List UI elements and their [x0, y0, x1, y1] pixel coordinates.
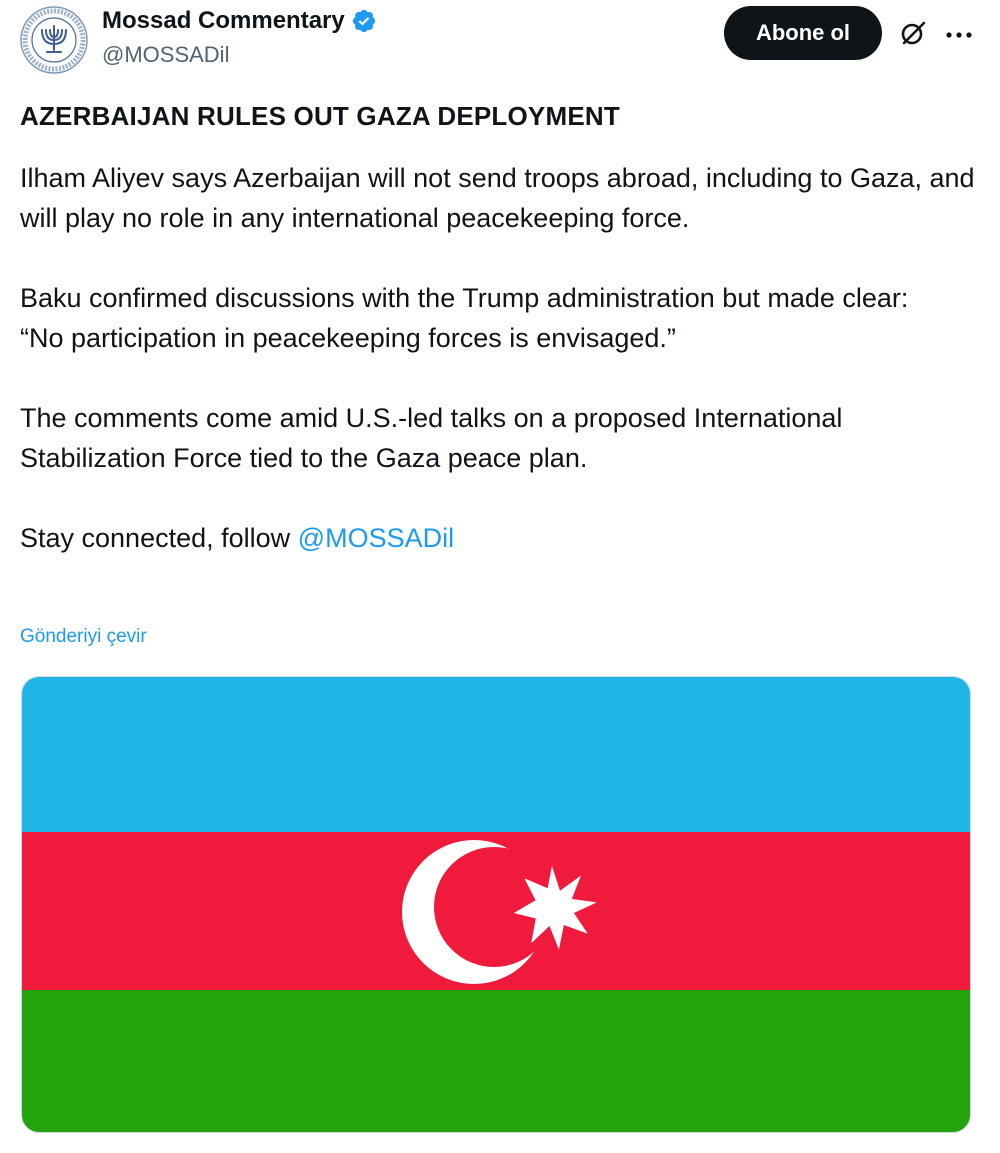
post-paragraph-3: The comments come amid U.S.-led talks on a proposed International Stabilization Force tied to the Gaza peace plan.	[20, 403, 843, 473]
author-block	[102, 6, 377, 68]
post-header	[20, 4, 980, 74]
post-paragraph-1: Ilham Aliyev says Azerbaijan will not send troops abroad, including to Gaza, and will play no role in any international peacekeeping force.	[20, 163, 975, 233]
mention-link[interactable]: @MOSSADil	[297, 523, 455, 553]
author-handle[interactable]: @MOSSADil	[102, 42, 230, 67]
post-media-image[interactable]	[21, 676, 971, 1133]
post-headline: AZERBAIJAN RULES OUT GAZA DEPLOYMENT	[20, 101, 620, 131]
follow-prompt-text: Stay connected, follow	[20, 523, 298, 553]
post-paragraph-2-line-1: Baku confirmed discussions with the Trump administration but made clear:	[20, 283, 909, 313]
display-name[interactable]: Mossad Commentary	[102, 7, 345, 34]
flag-blue-stripe	[22, 677, 971, 832]
follow-button[interactable]: Abone ol	[724, 6, 882, 60]
azerbaijan-flag-image	[22, 677, 971, 1133]
more-options-icon[interactable]	[944, 22, 974, 48]
flag-green-stripe	[22, 990, 971, 1133]
post-paragraph-2-line-2: “No participation in peacekeeping forces is envisaged.”	[20, 323, 676, 353]
translate-post-link[interactable]: Gönderiyi çevir	[20, 626, 147, 647]
avatar[interactable]	[20, 6, 88, 74]
post-paragraph-4	[20, 518, 980, 558]
mossad-emblem-icon	[20, 6, 88, 74]
post-paragraph-2	[20, 278, 980, 358]
verified-badge-icon[interactable]	[351, 8, 377, 34]
name-row	[102, 6, 377, 36]
grok-icon[interactable]	[898, 18, 928, 48]
post-text	[20, 96, 980, 558]
